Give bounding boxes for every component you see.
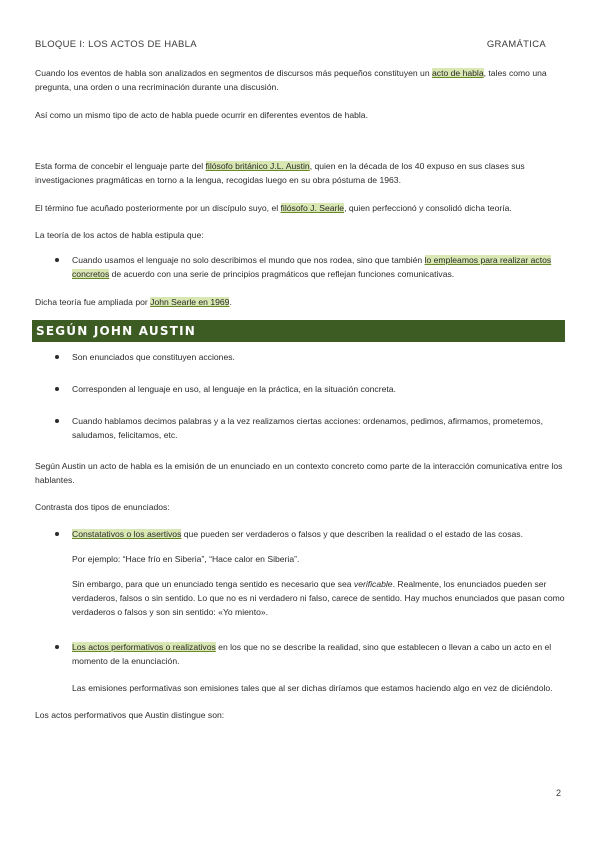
note-performativas: Las emisiones performativas son emisiones tales que al ser dichas diríamos que estamos haciendo algo en vez de diciéndolo. <box>72 683 553 693</box>
text: Sin embargo, para que un enunciado tenga sentido es necesario que sea <box>72 579 354 589</box>
paragraph-teoria <box>35 228 565 242</box>
list-item: Corresponden al lenguaje en uso, al lenguaje en la práctica, en la situación concreta. <box>35 382 565 396</box>
page-number: 2 <box>555 788 561 798</box>
highlight-performativos: Los actos performativos o realizativos <box>72 642 216 652</box>
text: Según Austin un acto de habla es la emisión de un enunciado en un contexto concreto como parte de la interacción comunicativa entre los hablantes. <box>35 461 563 485</box>
text: Así como un mismo tipo de acto de habla puede ocurrir en diferentes eventos de habla. <box>35 110 368 120</box>
header-title: BLOQUE I: LOS ACTOS DE HABLA <box>35 39 197 50</box>
example-text: Por ejemplo: “Hace frío en Siberia”, “Hace calor en Siberia”. <box>72 554 300 564</box>
text: , quien en la década de los 40 expuso en sus clases sus investigaciones pragmáticas en torno a la lengua, recogidas luego en su obra póstuma de 1963. <box>35 161 525 185</box>
list-item: Son enunciados que constituyen acciones. <box>35 350 565 364</box>
list-item: Cuando hablamos decimos palabras y a la vez realizamos ciertas acciones: ordenamos, pedimos, afirmamos, prometemos, saludamos, felicitamos, etc. <box>35 414 565 442</box>
paragraph-austin-origin <box>35 159 565 187</box>
text: de acuerdo con una serie de principios pragmáticos que reflejan funciones comunicativas. <box>109 269 455 279</box>
text: Dicha teoría fue ampliada por <box>35 297 151 307</box>
highlight-constatativos: Constatativos o los asertivos <box>72 529 182 539</box>
text: . <box>229 297 232 307</box>
text: , quien perfeccionó y consolidó dicha teoría. <box>344 203 512 213</box>
section-heading: SEGÚN JOHN AUSTIN <box>32 320 565 342</box>
paragraph-contrasta <box>35 500 565 514</box>
bullet-list-teoria <box>35 253 565 281</box>
list-item <box>35 527 565 541</box>
note-verificable <box>35 577 565 619</box>
bullet-constatativos <box>35 527 565 619</box>
paragraph-searle-term <box>35 201 565 215</box>
highlight-actos-concretos: lo empleamos para realizar actos concretos <box>72 255 552 279</box>
bullet-list-austin <box>35 350 565 442</box>
text: . Realmente, los enunciados pueden ser verdaderos, falsos o sin sentido. Lo que no es ni verdadero ni falso, carece de sentido. Hay muchos enunciados que pasan como verdaderos o falsos y son sin sentido: «Yo miento». <box>72 579 565 617</box>
emphasis: verificable <box>353 579 393 589</box>
paragraph-eventos <box>35 108 565 122</box>
text: Esta forma de concebir el lenguaje parte del <box>35 161 206 171</box>
text: La teoría de los actos de habla estipula que: <box>35 230 204 240</box>
paragraph-definicion <box>35 459 565 487</box>
bullet-performativos <box>35 640 565 695</box>
list-item <box>35 640 565 668</box>
text: que pueden ser verdaderos o falsos y que describen la realidad o el estado de las cosas. <box>181 529 523 539</box>
highlight-searle-1969: John Searle en 1969 <box>150 297 230 307</box>
paragraph-intro <box>35 66 565 94</box>
paragraph-distingue <box>35 708 565 722</box>
paragraph-ampliada <box>35 295 565 309</box>
text: Los actos performativos que Austin distingue son: <box>35 710 225 720</box>
list-item <box>35 253 565 281</box>
text: Cuando usamos el lenguaje no solo describimos el mundo que nos rodea, sino que también <box>72 255 425 265</box>
highlight-acto-de-habla: acto de habla <box>432 68 484 78</box>
text: Cuando los eventos de habla son analizados en segmentos de discursos más pequeños constituyen un <box>35 68 433 78</box>
header-subject: GRAMÁTICA <box>486 39 546 50</box>
text: , tales como una pregunta, una orden o una recriminación durante una discusión. <box>35 68 547 92</box>
highlight-searle: filósofo J. Searle <box>280 203 345 213</box>
text: El término fue acuñado posteriormente por un discípulo suyo, el <box>35 203 281 213</box>
text: Contrasta dos tipos de enunciados: <box>35 502 170 512</box>
highlight-austin: filósofo británico J.L. Austin <box>205 161 310 171</box>
text: en los que no se describe la realidad, sino que establecen o llevan a cabo un acto en el momento de la enunciación. <box>72 642 552 666</box>
